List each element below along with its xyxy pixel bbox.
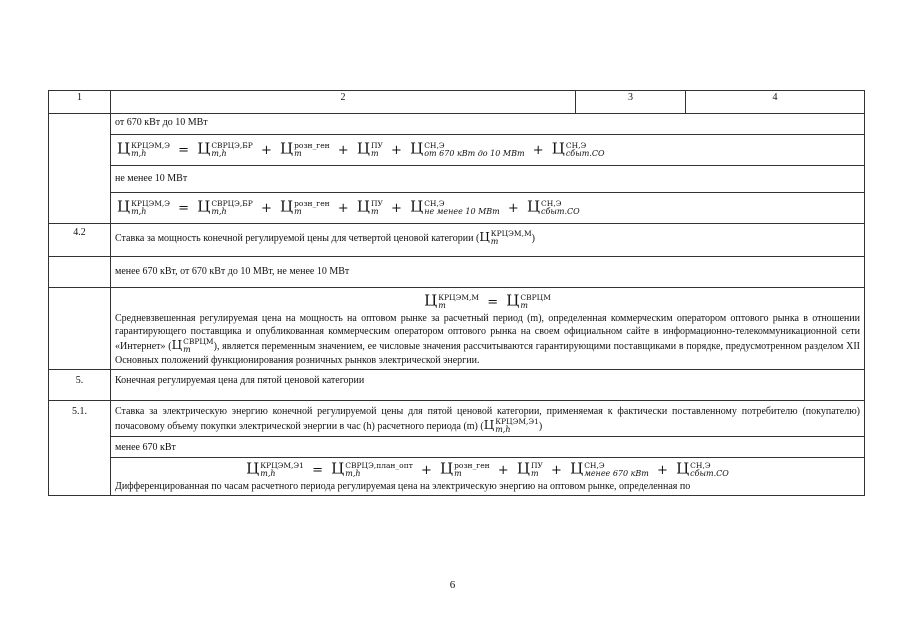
section-number-5-1: 5.1.	[49, 401, 111, 496]
section-5-1-cell	[111, 401, 865, 437]
formula-krcem-not-less-10: Ц КРЦЭМ,Э m,h = Ц СВРЦЭ,БР m,h + Ц розн_ген m + Ц ПУ m + Ц СН,Э не менее 10 МВт + Ц СН,Э сбыт.СО	[117, 197, 580, 216]
row-number-cell	[49, 114, 111, 224]
ranges-all-label: менее 670 кВт, от 670 кВт до 10 МВт, не менее 10 МВт	[115, 266, 350, 277]
hourly-price-cell	[111, 458, 865, 496]
section-4-2-text: Ставка за мощность конечной регулируемой цены для четвертой ценовой категории (Ц КРЦЭМ,М m )	[115, 229, 535, 246]
table-row	[49, 370, 865, 401]
table-row	[49, 166, 865, 193]
capacity-price-description: Средневзвешенная регулируемая цена на мощность на оптовом рынке за расчетный период (m), определенная коммерческим оператором оптового рынка в отношении гарантирующего поставщика и опубликованная коммерческим оператором оптового рынка на своем официальном сайте в информационно-телекоммуникационной сети «Интернет» (Ц СВРЦМ m ), является переменным значением, ее числовые значения рассчитываются гарантирующими поставщиками в порядке, предусмотренном разделом XII Основных положений функционирования розничных рынков электрической энергии.	[115, 313, 861, 366]
section-4-2-cell	[111, 224, 865, 257]
header-col-3: 3	[576, 91, 686, 114]
formula-krcem-670-10: Ц КРЦЭМ,Э m,h = Ц СВРЦЭ,БР m,h + Ц розн_ген m + Ц ПУ m + Ц СН,Э от 670 кВт до 10 МВт + Ц СН,Э сбыт.СО	[117, 139, 605, 158]
table-row	[49, 224, 865, 257]
page-number: 6	[449, 579, 456, 591]
formula-cell	[111, 193, 865, 224]
table-row	[49, 458, 865, 496]
table-row	[49, 135, 865, 166]
table-row	[49, 437, 865, 458]
formula-krcem-e1: Ц КРЦЭМ,Э1 m,h = Ц СВРЦЭ,план_опт m,h + Ц розн_ген m + Ц ПУ m + Ц СН,Э менее 670 кВт + Ц СН,Э сбыт.СО	[246, 459, 729, 478]
table-row	[49, 114, 865, 135]
section-number-5: 5.	[49, 370, 111, 401]
range-label-cell	[111, 166, 865, 193]
table-row	[49, 193, 865, 224]
empty-number-cell	[49, 257, 111, 288]
range-label-cell	[111, 437, 865, 458]
table-row	[49, 401, 865, 437]
header-col-4: 4	[686, 91, 865, 114]
header-col-2: 2	[111, 91, 576, 114]
table-row	[49, 257, 865, 288]
range-label-670-10: от 670 кВт до 10 МВт	[115, 117, 208, 128]
section-5-1-text: Ставка за электрическую энергию конечной регулируемой цены для пятой ценовой категории, применяемая к фактически поставленному потребителю (покупателю) почасовому объему покупки электрической энергии в час (h) расчетного периода (m) (Ц КРЦЭМ,Э1 m,h )	[115, 406, 860, 434]
formula-krcem-m: Ц КРЦЭМ,М m = Ц СВРЦМ m	[424, 291, 551, 310]
range-label-not-less-10: не менее 10 МВт	[115, 173, 188, 184]
section-number-4-2: 4.2	[49, 224, 111, 257]
hourly-price-description: Дифференцированная по часам расчетного периода регулируемая цена на электрическую энергию на оптовом рынке, определенная по	[115, 481, 691, 492]
header-col-1: 1	[49, 91, 111, 114]
section-5-text: Конечная регулируемая цена для пятой ценовой категории	[115, 375, 365, 386]
ranges-cell	[111, 257, 865, 288]
range-label-cell	[111, 114, 865, 135]
table-row	[49, 288, 865, 370]
section-5-cell	[111, 370, 865, 401]
table-header-row	[49, 91, 865, 114]
range-label-less-670: менее 670 кВт	[115, 442, 176, 453]
tariff-table	[48, 90, 865, 496]
empty-number-cell	[49, 288, 111, 370]
formula-cell	[111, 135, 865, 166]
capacity-price-cell	[111, 288, 865, 370]
